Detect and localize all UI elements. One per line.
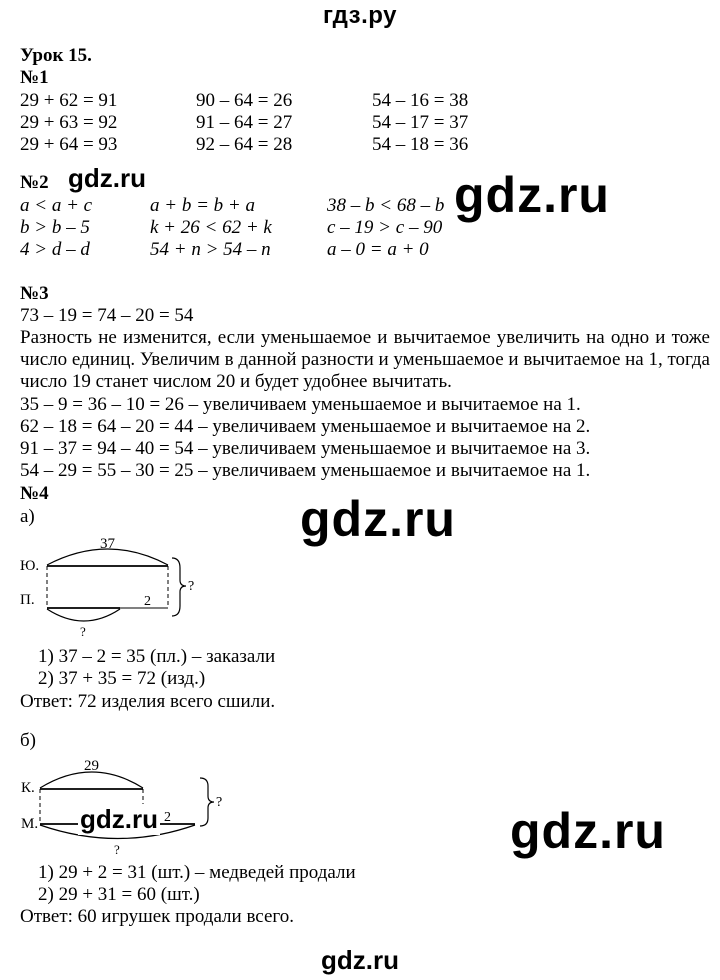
watermark: gdz.ru [510,803,666,859]
diagram-b-diff-value: 2 [164,810,171,825]
diagram-a-bottom-q: ? [80,624,86,639]
task2-r2-c2: k + 26 < 62 + k [150,217,272,238]
task2-r1-c1: a < a + c [20,195,93,216]
task2-r2-c1: b > b – 5 [20,217,90,238]
diagram-a-diff-value: 2 [144,594,151,609]
task4b-step-1: 1) 29 + 2 = 31 (шт.) – медведей продали [38,862,356,883]
task3-explanation: Разность не изменится, если уменьшаемое и вычитаемое увеличить на одно и тоже число единиц. Увеличим в данной разности и уменьшаемое и вычитаемое на 1, тогда число 19 станет числом 20 и будет удобнее вычитать. [20,327,710,392]
task1-label: №1 [20,67,49,88]
task3-line-1: 35 – 9 = 36 – 10 = 26 – увеличиваем уменьшаемое и вычитаемое на 1. [20,394,581,415]
task4a-answer: Ответ: 72 изделия всего сшили. [20,691,276,712]
task4b-label: б) [20,730,36,751]
task2-r1-c2: a + b = b + a [150,195,255,216]
task1-r3-c3: 54 – 18 = 36 [372,134,469,155]
task1-r1-c3: 54 – 16 = 38 [372,90,469,111]
task2-r3-c1: 4 > d – d [20,239,90,260]
diagram-a [0,528,230,640]
diagram-a-top-value: 37 [100,536,115,552]
diagram-b-bottom-q: ? [114,842,120,857]
watermark: gdz.ru [454,167,610,223]
diagram-a-total-q: ? [188,579,195,594]
task4a-step-2: 2) 37 + 35 = 72 (изд.) [38,668,206,689]
task3-line-2: 62 – 18 = 64 – 20 = 44 – увеличиваем уменьшаемое и вычитаемое на 2. [20,416,591,437]
watermark: gdz.ru [68,163,146,193]
task1-r2-c1: 29 + 63 = 92 [20,112,118,133]
site-header: гдз.ру [323,2,397,29]
diagram-b-top-label: К. [21,780,35,796]
task1-r1-c1: 29 + 62 = 91 [20,90,118,111]
task4b-step-2: 2) 29 + 31 = 60 (шт.) [38,884,200,905]
diagram-b-bottom-label: М. [21,816,39,832]
task4b-answer: Ответ: 60 игрушек продали всего. [20,906,294,927]
task1-r2-c3: 54 – 17 = 37 [372,112,469,133]
task3-eq: 73 – 19 = 74 – 20 = 54 [20,305,194,326]
diagram-a-top-label: Ю. [20,558,40,574]
watermark: gdz.ru [80,804,158,834]
task2-r3-c3: a – 0 = a + 0 [327,239,429,260]
diagram-a-bottom-label: П. [20,592,35,608]
task2-r2-c3: c – 19 > c – 90 [327,217,443,238]
lesson-title: Урок 15. [20,45,92,66]
task1-r3-c1: 29 + 64 = 93 [20,134,118,155]
diagram-b-top-value: 29 [84,758,99,774]
task3-line-3: 91 – 37 = 94 – 40 = 54 – увеличиваем уменьшаемое и вычитаемое на 3. [20,438,591,459]
task1-r3-c2: 92 – 64 = 28 [196,134,293,155]
task4-label: №4 [20,483,49,504]
task3-label: №3 [20,283,49,304]
task4a-step-1: 1) 37 – 2 = 35 (пл.) – заказали [38,646,276,667]
task4a-label: а) [20,506,35,527]
watermark: gdz.ru [300,491,456,547]
task1-r1-c2: 90 – 64 = 26 [196,90,293,111]
task1-r2-c2: 91 – 64 = 27 [196,112,293,133]
diagram-b-total-q: ? [216,795,223,810]
task2-r3-c2: 54 + n > 54 – n [150,239,271,260]
task2-r1-c3: 38 – b < 68 – b [327,195,445,216]
footer-watermark: gdz.ru [321,945,399,975]
task3-line-4: 54 – 29 = 55 – 30 = 25 – увеличиваем уменьшаемое и вычитаемое на 1. [20,460,591,481]
task2-label: №2 [20,172,49,193]
